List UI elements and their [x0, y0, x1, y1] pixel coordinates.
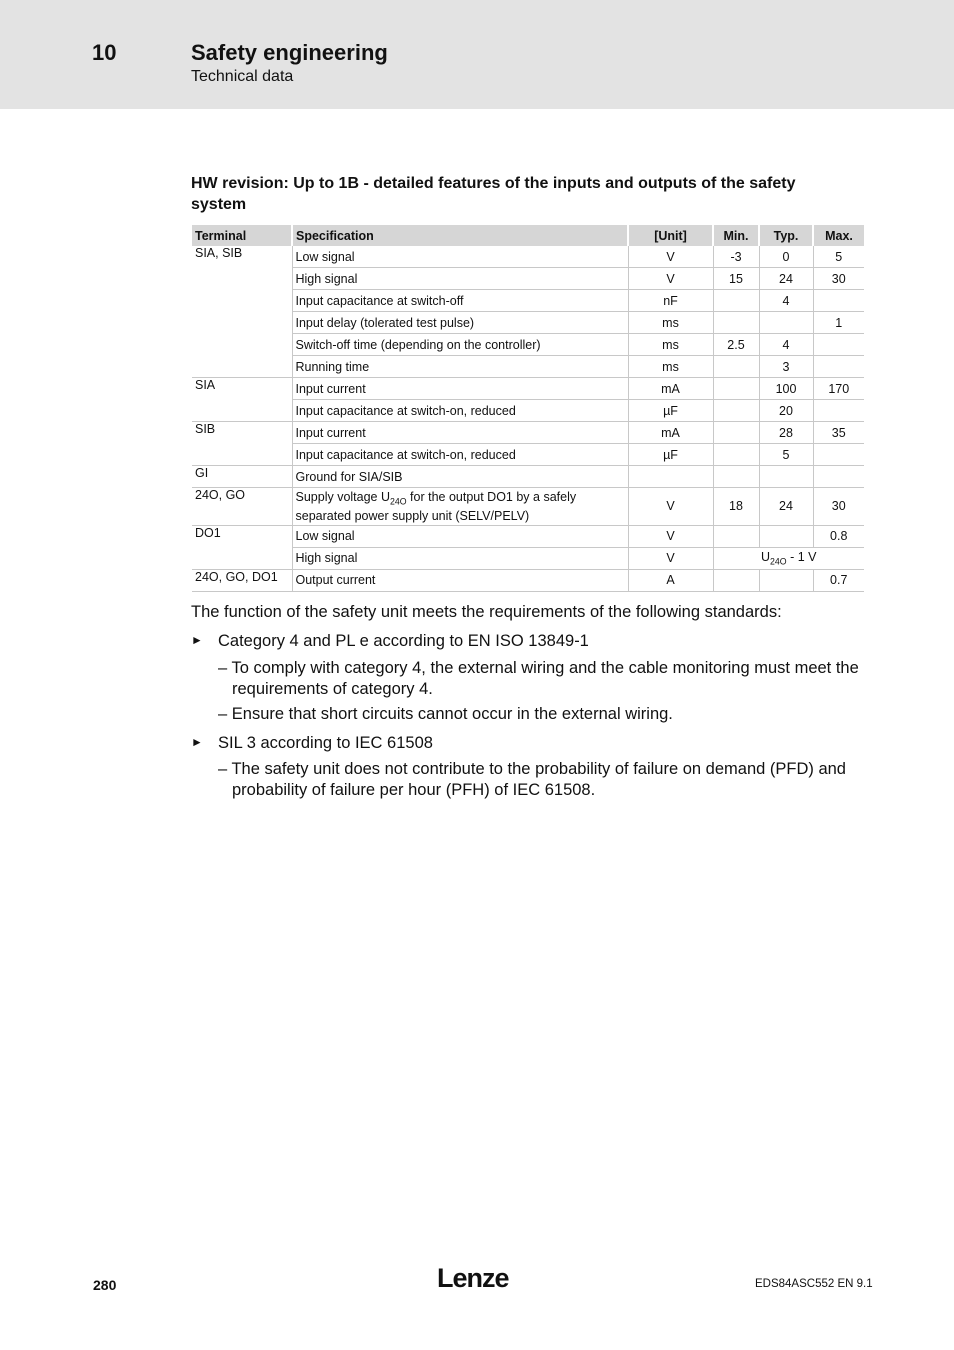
spec-table	[192, 225, 864, 592]
max-cell	[813, 356, 864, 378]
typ-cell: 5	[759, 444, 813, 466]
max-cell: 30	[813, 268, 864, 290]
terminal-cell	[192, 334, 292, 356]
bullet-text: Category 4 and PL e according to EN ISO 13849-1	[218, 632, 589, 650]
terminal-cell	[192, 290, 292, 312]
spec-cell: Input current	[292, 422, 628, 444]
table-row	[192, 312, 864, 334]
spec-cell: Low signal	[292, 246, 628, 268]
table-row	[192, 488, 864, 526]
spec-cell: Input capacitance at switch-on, reduced	[292, 400, 628, 422]
page-header	[0, 0, 954, 109]
terminal-cell: DO1	[192, 525, 292, 547]
unit-cell: V	[628, 525, 713, 547]
terminal-cell	[192, 312, 292, 334]
page-number: 280	[93, 1277, 117, 1293]
table-row	[192, 378, 864, 400]
max-cell	[813, 334, 864, 356]
range-cell: $U_{24O} - 1$ V	[713, 547, 864, 569]
table-row	[192, 356, 864, 378]
max-cell: 0.7	[813, 569, 864, 591]
unit-cell: ms	[628, 356, 713, 378]
terminal-cell: 24O, GO	[192, 488, 292, 526]
unit-cell: µF	[628, 444, 713, 466]
unit-cell: V	[628, 268, 713, 290]
table-header-row	[192, 225, 864, 246]
typ-cell: 24	[759, 268, 813, 290]
terminal-cell: 24O, GO, DO1	[192, 569, 292, 591]
col-header-specification: Specification	[292, 225, 628, 246]
unit-cell	[628, 466, 713, 488]
terminal-cell: SIA	[192, 378, 292, 400]
min-cell	[713, 569, 759, 591]
unit-cell: A	[628, 569, 713, 591]
bullet-item	[191, 632, 589, 651]
table-row	[192, 569, 864, 591]
chapter-title: Safety engineering	[191, 40, 388, 65]
terminal-cell	[192, 444, 292, 466]
typ-cell: 3	[759, 356, 813, 378]
typ-cell: 4	[759, 334, 813, 356]
bullet-item	[191, 734, 433, 753]
typ-cell	[759, 525, 813, 547]
unit-cell: V	[628, 246, 713, 268]
arrow-bullet-icon: ►	[191, 735, 203, 749]
max-cell: 0.8	[813, 525, 864, 547]
min-cell	[713, 400, 759, 422]
unit-cell: nF	[628, 290, 713, 312]
unit-cell: V	[628, 547, 713, 569]
typ-cell: 28	[759, 422, 813, 444]
typ-cell: 24	[759, 488, 813, 526]
typ-cell	[759, 466, 813, 488]
typ-cell: 4	[759, 290, 813, 312]
typ-cell: 20	[759, 400, 813, 422]
spec-cell: Running time	[292, 356, 628, 378]
spec-cell: Ground for SIA/SIB	[292, 466, 628, 488]
unit-cell: mA	[628, 422, 713, 444]
spec-cell: Low signal	[292, 525, 628, 547]
min-cell: 18	[713, 488, 759, 526]
spec-cell: High signal	[292, 268, 628, 290]
spec-cell: High signal	[292, 547, 628, 569]
spec-cell: Input delay (tolerated test pulse)	[292, 312, 628, 334]
sub-item: – Ensure that short circuits cannot occur in the external wiring.	[218, 705, 673, 723]
min-cell	[713, 290, 759, 312]
unit-cell: V	[628, 488, 713, 526]
spec-cell: Switch-off time (depending on the controller)	[292, 334, 628, 356]
spec-cell: Input current	[292, 378, 628, 400]
unit-cell: mA	[628, 378, 713, 400]
col-header-terminal: Terminal	[192, 225, 292, 246]
typ-cell	[759, 569, 813, 591]
document-id: EDS84ASC552 EN 9.1	[755, 1278, 873, 1290]
max-cell: 1	[813, 312, 864, 334]
table-row	[192, 422, 864, 444]
max-cell: 170	[813, 378, 864, 400]
table-row	[192, 334, 864, 356]
min-cell	[713, 356, 759, 378]
terminal-cell: SIB	[192, 422, 292, 444]
col-header-typ: Typ.	[759, 225, 813, 246]
chapter-number: 10	[92, 40, 117, 65]
table-row	[192, 466, 864, 488]
col-header-min: Min.	[713, 225, 759, 246]
spec-cell: Input capacitance at switch-on, reduced	[292, 444, 628, 466]
min-cell: 2.5	[713, 334, 759, 356]
typ-cell: 0	[759, 246, 813, 268]
table-row	[192, 290, 864, 312]
table-row	[192, 400, 864, 422]
min-cell: -3	[713, 246, 759, 268]
col-header-max: Max.	[813, 225, 864, 246]
max-cell	[813, 444, 864, 466]
unit-cell: ms	[628, 312, 713, 334]
max-cell	[813, 400, 864, 422]
table-row	[192, 268, 864, 290]
table-row	[192, 246, 864, 268]
spec-cell: Input capacitance at switch-off	[292, 290, 628, 312]
table-row	[192, 444, 864, 466]
min-cell: 15	[713, 268, 759, 290]
terminal-cell	[192, 268, 292, 290]
arrow-bullet-icon: ►	[191, 633, 203, 647]
max-cell	[813, 466, 864, 488]
terminal-cell	[192, 547, 292, 569]
spec-cell: Output current	[292, 569, 628, 591]
typ-cell: 100	[759, 378, 813, 400]
min-cell	[713, 422, 759, 444]
max-cell: 30	[813, 488, 864, 526]
min-cell	[713, 312, 759, 334]
max-cell	[813, 290, 864, 312]
min-cell	[713, 444, 759, 466]
col-header-unit: [Unit]	[628, 225, 713, 246]
min-cell	[713, 525, 759, 547]
terminal-cell	[192, 400, 292, 422]
terminal-cell: SIA, SIB	[192, 246, 292, 268]
section-heading: HW revision: Up to 1B - detailed features of the inputs and outputs of the safety system	[191, 175, 796, 213]
min-cell	[713, 378, 759, 400]
sub-item: – To comply with category 4, the external wiring and the cable monitoring must meet the requirements of category 4.	[218, 659, 859, 698]
spec-cell: Supply voltage $U_{24O}$ for the output DO1 by a safely separated power supply unit (SELV/PELV)	[292, 488, 628, 526]
intro-text: The function of the safety unit meets the requirements of the following standards:	[191, 603, 782, 621]
sub-item: – The safety unit does not contribute to the probability of failure on demand (PFD) and probability of failure per hour (PFH) of IEC 61508.	[218, 760, 846, 799]
max-cell: 5	[813, 246, 864, 268]
table-row	[192, 547, 864, 569]
terminal-cell	[192, 356, 292, 378]
lenze-logo: Lenze	[437, 1263, 509, 1293]
min-cell	[713, 466, 759, 488]
typ-cell	[759, 312, 813, 334]
bullet-text: SIL 3 according to IEC 61508	[218, 734, 433, 752]
unit-cell: ms	[628, 334, 713, 356]
table-row	[192, 525, 864, 547]
section-title: Technical data	[191, 68, 294, 85]
terminal-cell: GI	[192, 466, 292, 488]
unit-cell: µF	[628, 400, 713, 422]
max-cell: 35	[813, 422, 864, 444]
